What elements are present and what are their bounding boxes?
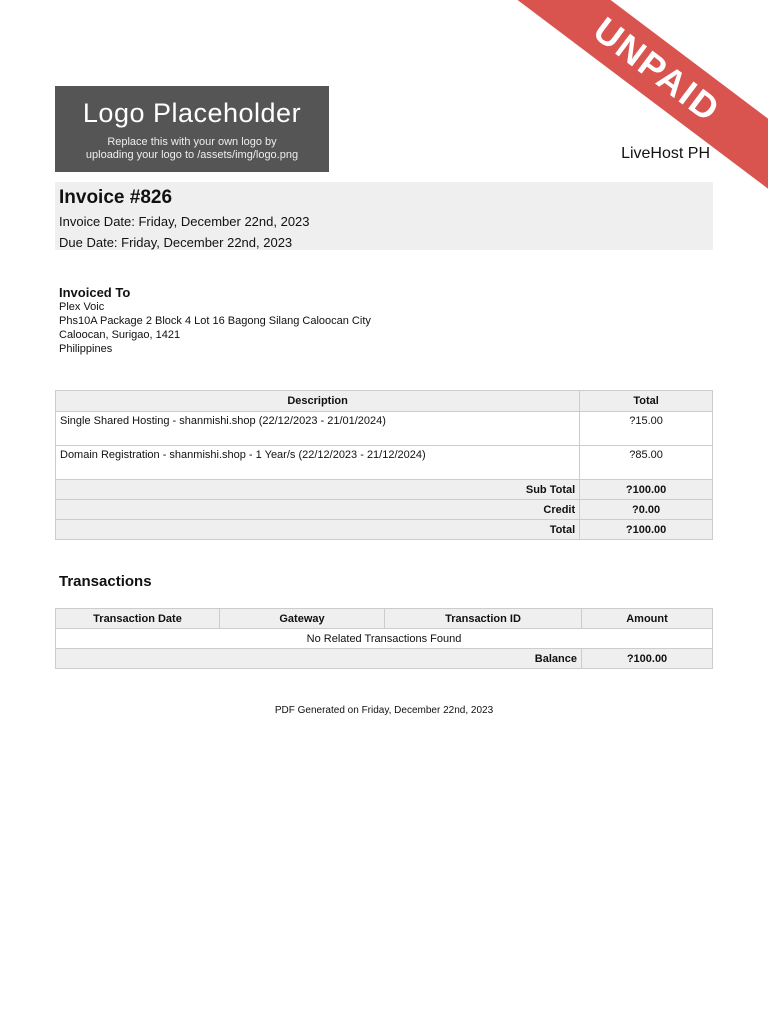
column-header-amount: Amount [582,609,713,629]
balance-row [56,649,713,669]
balance-label: Balance [56,649,582,669]
invoice-header [55,182,713,250]
table-row [56,629,713,649]
column-header-transaction-id: Transaction ID [385,609,582,629]
footer-generated-note: PDF Generated on Friday, December 22nd, 2023 [274,705,494,716]
logo-title: Logo Placeholder [82,98,302,128]
transactions-header-row [56,609,713,629]
item-total: ?15.00 [580,412,713,446]
invoiced-to [59,285,371,356]
summary-label: Credit [56,500,580,520]
address-line: Philippines [59,343,113,355]
summary-value: ?100.00 [580,520,713,540]
item-description: Domain Registration - shanmishi.shop - 1 Year/s (22/12/2023 - 21/12/2024) [56,446,580,480]
column-header-description: Description [56,391,580,412]
logo [55,86,329,172]
summary-value: ?100.00 [580,480,713,500]
column-header-total: Total [580,391,713,412]
invoice-date: Invoice Date: Friday, December 22nd, 2023 [59,214,310,229]
items-header-row [56,391,713,412]
balance-value: ?100.00 [582,649,713,669]
item-total: ?85.00 [580,446,713,480]
summary-label: Total [56,520,580,540]
transactions-heading: Transactions [59,573,152,590]
logo-subtitle-line: Replace this with your own logo by [107,136,277,148]
address-line: Phs10A Package 2 Block 4 Lot 16 Bagong Silang Caloocan City [59,315,371,327]
summary-row-total [56,520,713,540]
summary-value: ?0.00 [580,500,713,520]
status-ribbon: UNPAID [504,0,768,195]
address-line: Caloocan, Surigao, 1421 [59,329,181,341]
invoice-title: Invoice #826 [59,187,173,208]
company-name: LiveHost PH [621,145,710,162]
due-date: Due Date: Friday, December 22nd, 2023 [59,235,293,250]
invoiced-to-heading: Invoiced To [59,285,131,300]
table-row [56,446,713,480]
summary-row-credit [56,500,713,520]
table-row [56,412,713,446]
items-table [55,390,713,540]
summary-label: Sub Total [56,480,580,500]
summary-row-subtotal [56,480,713,500]
empty-transactions-message: No Related Transactions Found [56,629,713,649]
item-description: Single Shared Hosting - shanmishi.shop (22/12/2023 - 21/01/2024) [56,412,580,446]
address-line: Plex Voic [59,301,105,313]
transactions-table [55,608,713,669]
column-header-gateway: Gateway [220,609,385,629]
logo-subtitle [55,136,329,162]
column-header-transaction-date: Transaction Date [56,609,220,629]
logo-subtitle-line: uploading your logo to /assets/img/logo.png [85,149,299,161]
